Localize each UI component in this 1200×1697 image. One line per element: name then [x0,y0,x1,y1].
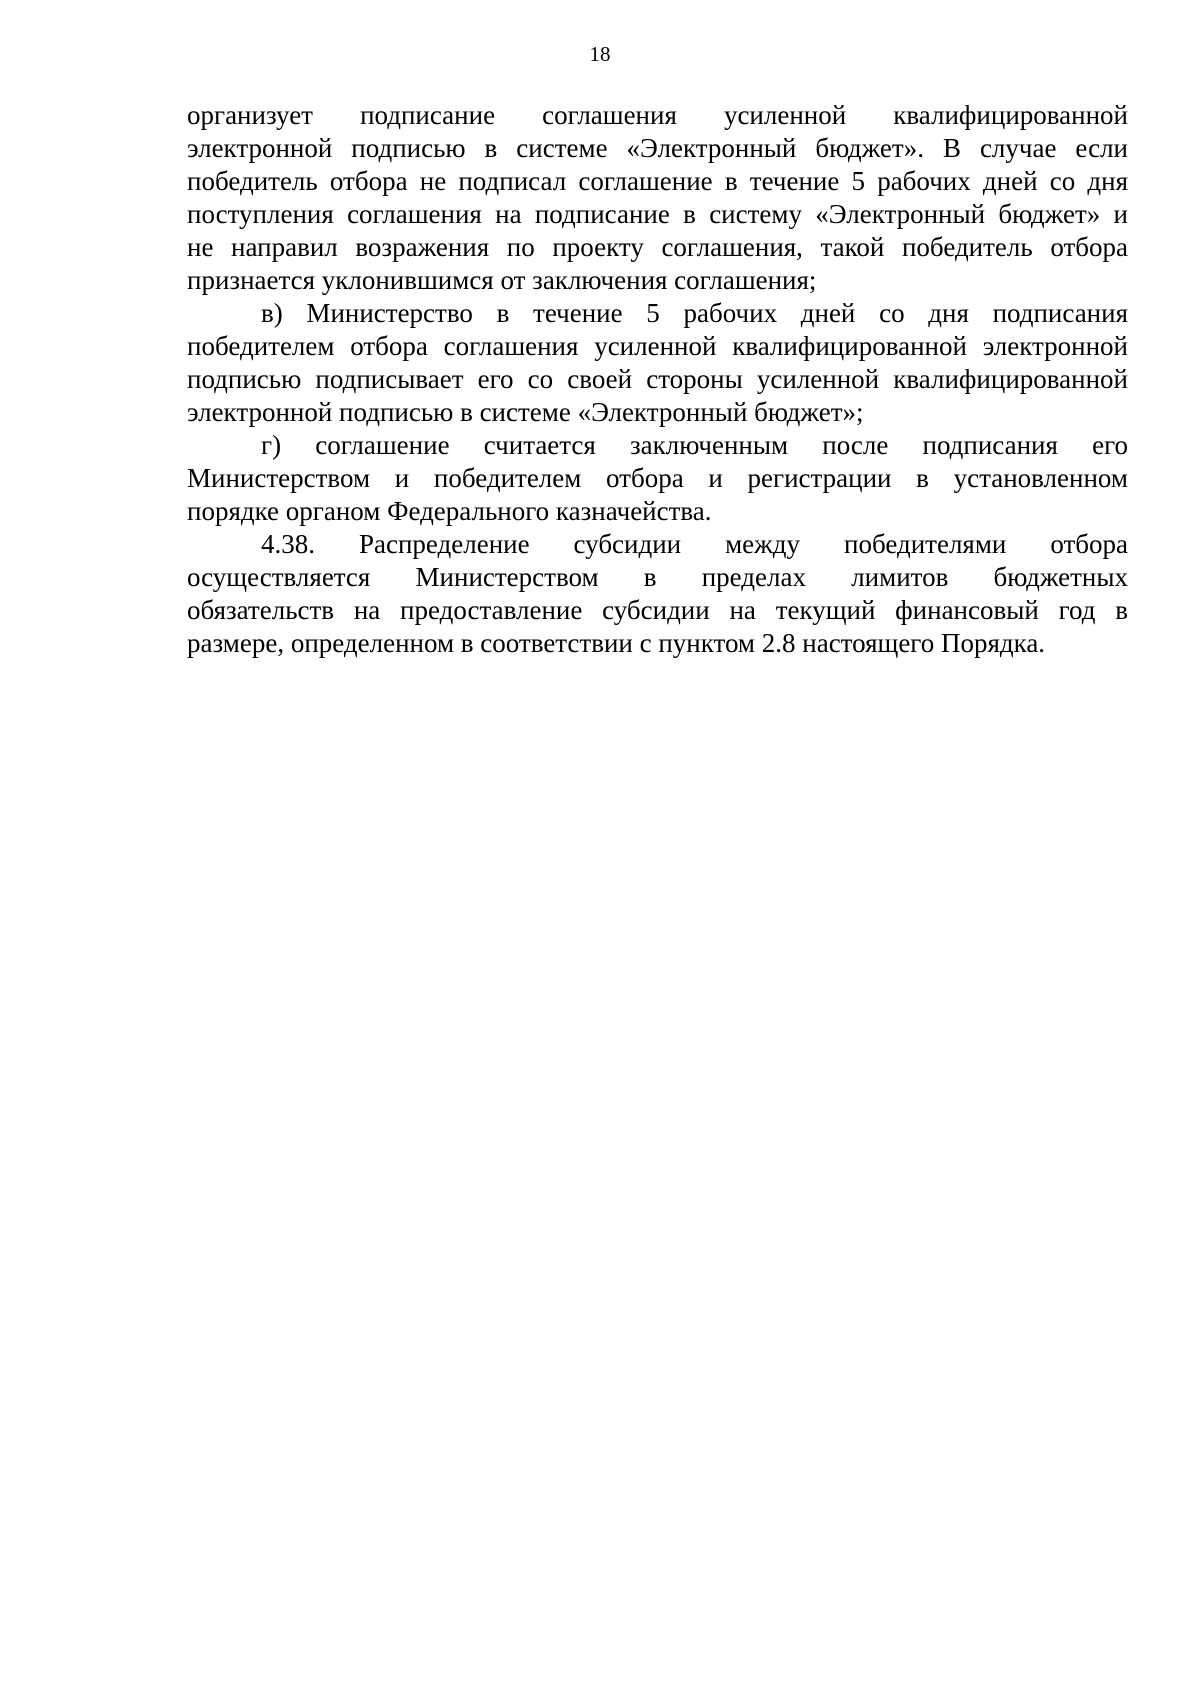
text-line: обязательств на предоставление субсидии на текущий финансовый год в [187,595,1128,625]
text-line: электронной подписью в системе «Электронный бюджет»; [187,397,864,427]
text-line: признается уклонившимся от заключения соглашения; [187,265,817,295]
text-line: не направил возражения по проекту соглашения, такой победитель отбора [187,232,1128,262]
text-line: 4.38. Распределение субсидии между победителями отбора [261,529,1128,559]
text-line: порядке органом Федерального казначейства. [187,496,712,526]
text-line: организует подписание соглашения усиленной квалифицированной [187,100,1128,130]
text-line: г) соглашение считается заключенным после подписания его [261,430,1128,460]
text-line: победителем отбора соглашения усиленной квалифицированной электронной [187,331,1128,361]
body-text [187,99,1128,660]
text-line: осуществляется Министерством в пределах лимитов бюджетных [187,562,1128,592]
page-number: 18 [589,42,611,66]
text-line: в) Министерство в течение 5 рабочих дней со дня подписания [261,298,1128,328]
text-line: Министерством и победителем отбора и регистрации в установленном [187,463,1128,493]
text-line: подписью подписывает его со своей стороны усиленной квалифицированной [187,364,1128,394]
text-line: поступления соглашения на подписание в систему «Электронный бюджет» и [187,199,1128,229]
text-line: размере, определенном в соответствии с пунктом 2.8 настоящего Порядка. [187,628,1046,658]
text-line: электронной подписью в системе «Электронный бюджет». В случае если [187,133,1128,163]
text-line: победитель отбора не подписал соглашение в течение 5 рабочих дней со дня [187,166,1128,196]
